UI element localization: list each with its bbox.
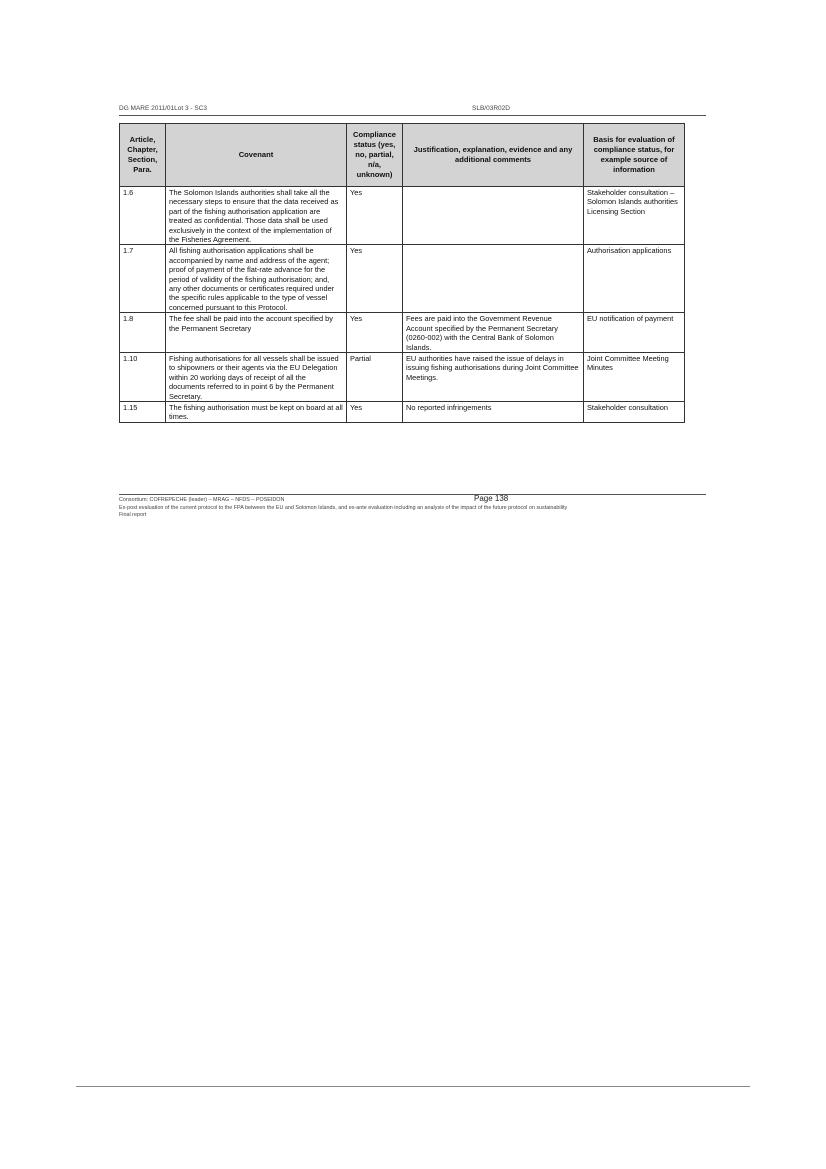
cell-covenant: The Solomon Islands authorities shall take all the necessary steps to ensure that the data received as part of the fishing authorisation application are treated as confidential. Those data shall be used exclusively in the context of the implementation of the Fisheries Agreement. (166, 187, 347, 245)
header-document-code: SLB/03R02D (472, 105, 510, 112)
cell-covenant: The fishing authorisation must be kept on board at all times. (166, 401, 347, 422)
cell-article: 1.15 (120, 401, 166, 422)
table-header-row (120, 124, 685, 187)
table-row (120, 245, 685, 313)
cell-justification: EU authorities have raised the issue of delays in issuing fishing authorisations during Joint Committee Meetings. (403, 352, 584, 401)
cell-status: Yes (347, 313, 403, 353)
cell-status: Yes (347, 401, 403, 422)
table-row (120, 352, 685, 401)
table-row (120, 187, 685, 245)
covenant-table (119, 123, 685, 423)
bottom-divider (76, 1086, 750, 1087)
cell-justification (403, 245, 584, 313)
table-row (120, 401, 685, 422)
cell-status: Yes (347, 245, 403, 313)
cell-status: Yes (347, 187, 403, 245)
column-header-justification: Justification, explanation, evidence and any additional comments (403, 124, 584, 187)
cell-article: 1.6 (120, 187, 166, 245)
column-header-compliance-status: Compliance status (yes, no, partial, n/a, unknown) (347, 124, 403, 187)
cell-justification: Fees are paid into the Government Revenue Account specified by the Permanent Secretary (0260-002) with the Central Bank of Solomon Islands. (403, 313, 584, 353)
cell-article: 1.8 (120, 313, 166, 353)
cell-justification: No reported infringements (403, 401, 584, 422)
cell-covenant: All fishing authorisation applications shall be accompanied by name and address of the agent; proof of payment of the flat-rate advance for the period of validity of the fishing authorisation; and, any other documents or certificates required under the specific rules applicable to the type of vessel concerned pursuant to this Protocol. (166, 245, 347, 313)
cell-basis: Authorisation applications (584, 245, 685, 313)
page-footer (119, 494, 706, 519)
page-number: Page 138 (474, 494, 509, 503)
footer-description: Ex-post evaluation of the current protocol to the FPA between the EU and Solomon Islands, and ex-ante evaluation including an analysis of the impact of the future protocol on sustainability (119, 505, 568, 511)
cell-status: Partial (347, 352, 403, 401)
cell-basis: EU notification of payment (584, 313, 685, 353)
page-header (119, 105, 706, 116)
cell-article: 1.10 (120, 352, 166, 401)
column-header-basis: Basis for evaluation of compliance status, for example source of information (584, 124, 685, 187)
cell-basis: Joint Committee Meeting Minutes (584, 352, 685, 401)
cell-article: 1.7 (120, 245, 166, 313)
table-row (120, 313, 685, 353)
cell-justification (403, 187, 584, 245)
cell-covenant: Fishing authorisations for all vessels shall be issued to shipowners or their agents via the EU Delegation within 20 working days of receipt of all the documents referred to in point 6 by the Permanent Secretary. (166, 352, 347, 401)
column-header-article: Article, Chapter, Section, Para. (120, 124, 166, 187)
cell-basis: Stakeholder consultation – Solomon Islands authorities Licensing Section (584, 187, 685, 245)
footer-report-type: Final report (119, 512, 147, 518)
header-reference: DG MARE 2011/01Lot 3 - SC3 (119, 105, 208, 112)
cell-covenant: The fee shall be paid into the account specified by the Permanent Secretary (166, 313, 347, 353)
footer-consortium: Consortium: COFREPECHE (leader) – MRAG – NFDS – POSEIDON (119, 497, 285, 503)
cell-basis: Stakeholder consultation (584, 401, 685, 422)
column-header-covenant: Covenant (166, 124, 347, 187)
